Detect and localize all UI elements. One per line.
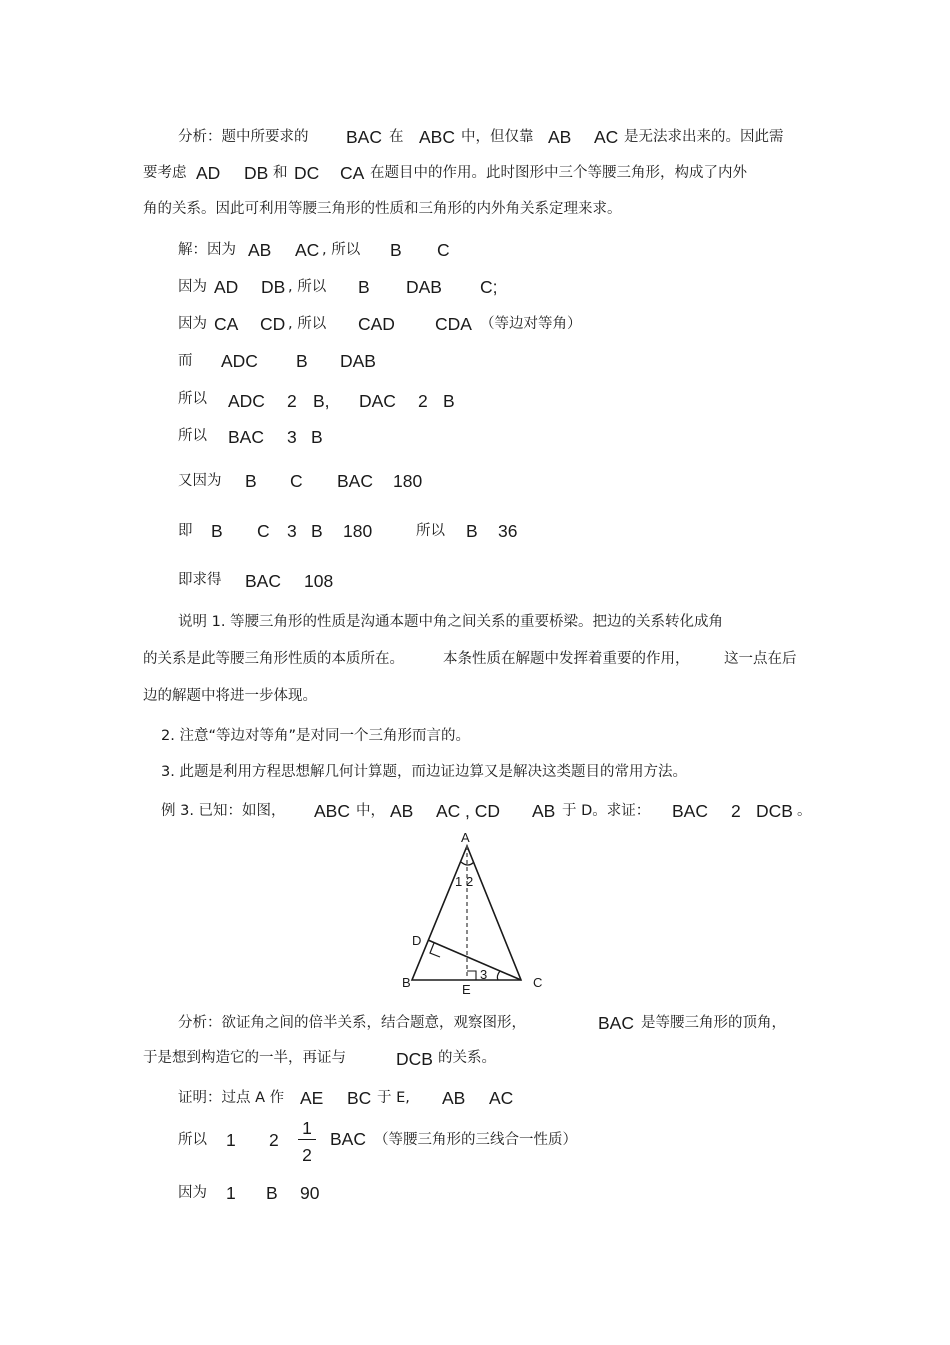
math: AB [442,1088,466,1108]
math: 3 [287,427,297,447]
label-e: E [462,982,471,997]
math: C [257,521,270,541]
math: C; [480,277,498,297]
math: ABC [419,127,455,147]
text: , 所以 [322,242,361,258]
math: B [358,277,370,297]
text: , 所以 [288,279,327,295]
text: 于 D。求证： [562,803,651,819]
math: B, [313,391,330,411]
math: CA [340,163,365,183]
math: ABC [314,801,350,821]
math: CD [260,314,286,334]
math: 1 [226,1183,236,1203]
text: 所以 [178,391,207,407]
text: 这一点在后 [724,651,797,667]
text: , 所以 [288,316,327,332]
text: （等边对等角） [480,316,582,332]
fraction-denominator: 2 [302,1145,312,1165]
text: 所以 [416,523,445,539]
math: C [437,240,450,260]
text: 的关系是此等腰三角形性质的本质所在。 [143,651,404,667]
math: CDA [435,314,472,334]
text: 例 3. 已知：如图， [161,803,286,819]
math: DB [244,163,269,183]
math: AC [295,240,320,260]
text: 是等腰三角形的顶角， [641,1015,786,1031]
math: B [311,427,323,447]
text: 3. 此题是利用方程思想解几何计算题，而边证边算又是解决这类题目的常用方法。 [161,764,687,780]
label-angle-2: 2 [466,874,474,889]
math: B [245,471,257,491]
angle-arc-c [497,971,500,980]
math: B [296,351,308,371]
text: 所以 [178,1132,207,1148]
text: 2. 注意“等边对等角”是对同一个三角形而言的。 [161,728,470,744]
text: 边的解题中将进一步体现。 [143,688,317,704]
text: （等腰三角形的三线合一性质） [374,1132,577,1148]
text: 所以 [178,428,207,444]
text: 分析：题中所要求的 [178,129,309,145]
fraction-bar [298,1139,316,1140]
label-c: C [533,975,543,990]
text: 因为 [178,316,207,332]
math: DB [261,277,286,297]
text: 而 [178,353,193,369]
math: AD [214,277,239,297]
math: 1 [226,1130,236,1150]
math: 3 [287,521,297,541]
math: 90 [300,1183,320,1203]
math: 2 [731,801,741,821]
math: 36 [498,521,518,541]
text: 。 [797,803,812,819]
text: 又因为 [178,473,222,489]
math: C [290,471,303,491]
text: 角的关系。因此可利用等腰三角形的性质和三角形的内外角关系定理来求。 [143,201,622,217]
math: BAC [228,427,264,447]
math: DAC [359,391,396,411]
math: 2 [418,391,428,411]
text: 是无法求出来的。因此需 [624,129,784,145]
math: AE [300,1088,324,1108]
text: 说明 1. 等腰三角形的性质是沟通本题中角之间关系的重要桥梁。把边的关系转化成角 [178,614,724,630]
math: AB [548,127,572,147]
text: 在 [389,129,404,145]
math: B [266,1183,278,1203]
right-angle-e [467,971,476,980]
math: AB [532,801,556,821]
math: BAC [245,571,281,591]
text: 的关系。 [438,1050,496,1066]
math: , CD [465,801,500,821]
label-d: D [412,933,422,948]
math: CA [214,314,239,334]
math: 2 [269,1130,279,1150]
text: 于是想到构造它的一半，再证与 [143,1050,346,1066]
text: 即求得 [178,572,222,588]
math: DAB [340,351,376,371]
math: AB [390,801,414,821]
math: BAC [346,127,382,147]
text: 证明：过点 A 作 [178,1090,285,1106]
text: 即 [178,523,193,539]
math: 180 [343,521,373,541]
math: ADC [221,351,258,371]
math: DC [294,163,320,183]
math: CAD [358,314,395,334]
math: BAC [672,801,708,821]
triangle-figure [390,828,560,998]
text: 因为 [178,1185,207,1201]
math: BAC [598,1013,634,1033]
triangle-diagram [390,828,560,998]
math: ADC [228,391,265,411]
math: B [390,240,402,260]
math: AC [436,801,461,821]
math: AD [196,163,221,183]
text: 分析：欲证角之间的倍半关系，结合题意，观察图形， [178,1015,526,1031]
text: 中， [356,803,385,819]
text: 因为 [178,279,207,295]
math: 180 [393,471,423,491]
math: 2 [287,391,297,411]
text: 本条性质在解题中发挥着重要的作用， [443,651,690,667]
math: BAC [330,1129,366,1149]
fraction-numerator: 1 [302,1118,312,1138]
math: DCB [756,801,793,821]
text: 中，但仅靠 [461,129,534,145]
math: AB [248,240,272,260]
math: B [466,521,478,541]
math: DCB [396,1049,433,1069]
text: 要考虑 [143,165,187,181]
math: B [443,391,455,411]
math: 108 [304,571,334,591]
text: 解：因为 [178,242,236,258]
text: 和 [273,165,288,181]
math: AC [489,1088,514,1108]
math: DAB [406,277,442,297]
math: AC [594,127,619,147]
text: 于 E, [377,1090,410,1106]
math: BC [347,1088,372,1108]
math: BAC [337,471,373,491]
math: B [311,521,323,541]
label-b: B [402,975,411,990]
text: 在题目中的作用。此时图形中三个等腰三角形，构成了内外 [370,165,747,181]
label-angle-3: 3 [480,967,488,982]
label-angle-1: 1 [455,874,463,889]
math: B [211,521,223,541]
label-a: A [461,830,470,845]
